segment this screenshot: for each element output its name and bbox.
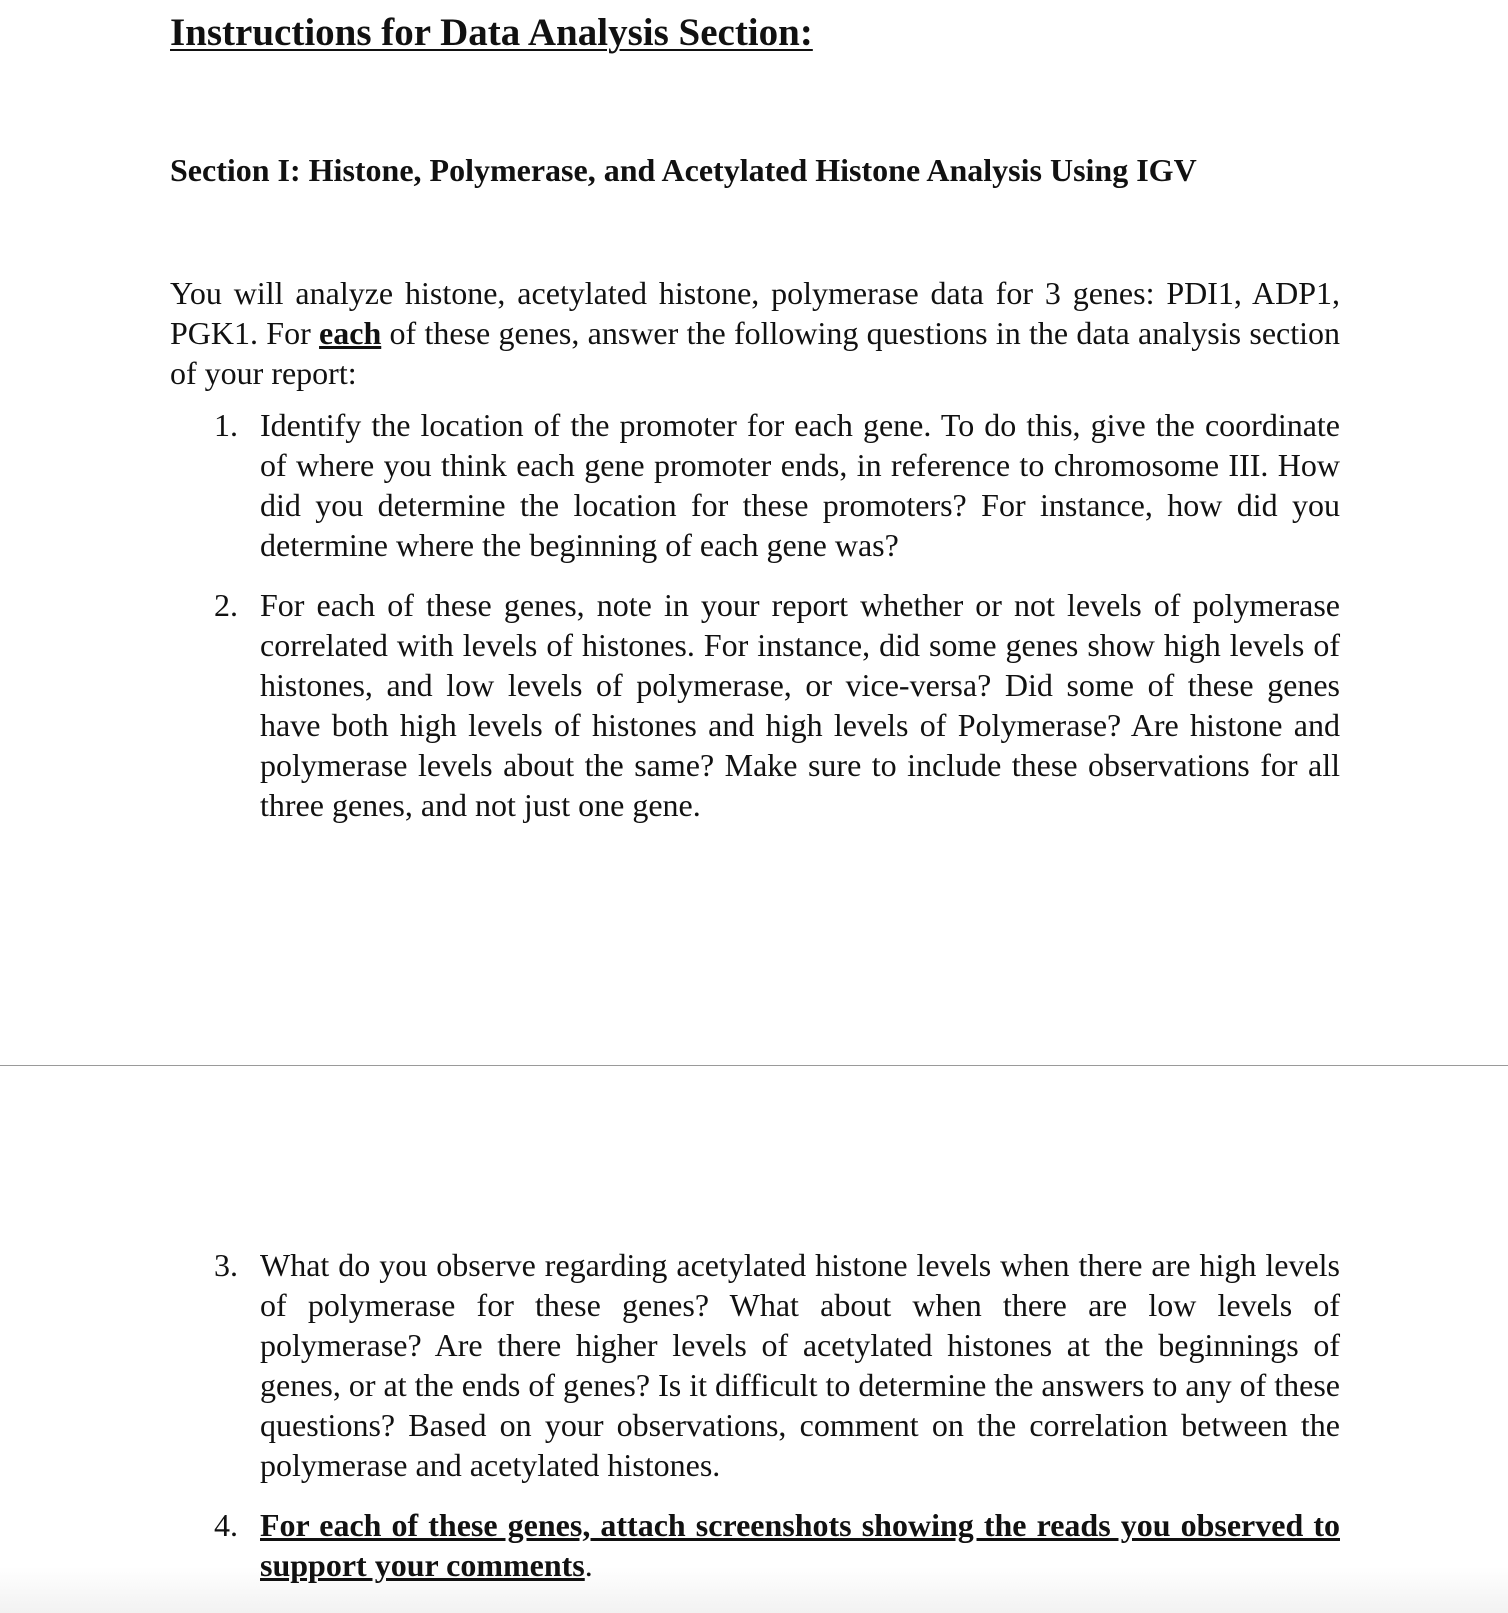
intro-emphasis: each bbox=[319, 315, 382, 351]
question-text bbox=[260, 1505, 1340, 1585]
question-number: 3. bbox=[214, 1247, 238, 1283]
question-number: 2. bbox=[214, 587, 238, 623]
intro-text-before: You will analyze histone, acetylated histone, polymerase data for 3 genes: PDI1, ADP1, PGK1. For bbox=[170, 275, 1340, 351]
question-item-2 bbox=[170, 585, 1340, 825]
intro-text-after: of these genes, answer the following questions in the data analysis section of your report: bbox=[170, 315, 1341, 391]
question-trailing: . bbox=[584, 1547, 593, 1583]
question-number: 1. bbox=[214, 407, 238, 443]
page-break-divider bbox=[0, 1065, 1508, 1066]
question-text: Identify the location of the promoter for each gene. To do this, give the coordinate of where you think each gene promoter ends, in reference to chromosome III. How did you determine the location for these promoters? For instance, how did you determine where the beginning of each gene was? bbox=[260, 407, 1340, 563]
intro-paragraph bbox=[170, 273, 1340, 393]
question-number: 4. bbox=[214, 1507, 238, 1543]
section-heading: Section I: Histone, Polymerase, and Acetylated Histone Analysis Using IGV bbox=[170, 152, 1197, 188]
question-item-3 bbox=[170, 1245, 1340, 1485]
document-page-2 bbox=[0, 1067, 1508, 1613]
question-item-1 bbox=[170, 405, 1340, 565]
question-bold-text: For each of these genes, attach screenshots showing the reads you observed to support your comments bbox=[260, 1507, 1340, 1583]
question-text: For each of these genes, note in your report whether or not levels of polymerase correlated with levels of histones. For instance, did some genes show high levels of histones, and low levels of polymerase, or vice-versa? Did some of these genes have both high levels of histones and high levels of Polymerase? Are histone and polymerase levels about the same? Make sure to include these observations for all three genes, and not just one gene. bbox=[260, 587, 1340, 823]
question-text: What do you observe regarding acetylated histone levels when there are high levels of polymerase for these genes? What about when there are low levels of polymerase? Are there higher levels of acetylated histones at the beginnings of genes, or at the ends of genes? Is it difficult to determine the answers to any of these questions? Based on your observations, comment on the correlation between the polymerase and acetylated histones. bbox=[260, 1247, 1340, 1483]
question-item-4 bbox=[170, 1505, 1340, 1585]
document-title: Instructions for Data Analysis Section: bbox=[170, 11, 813, 54]
